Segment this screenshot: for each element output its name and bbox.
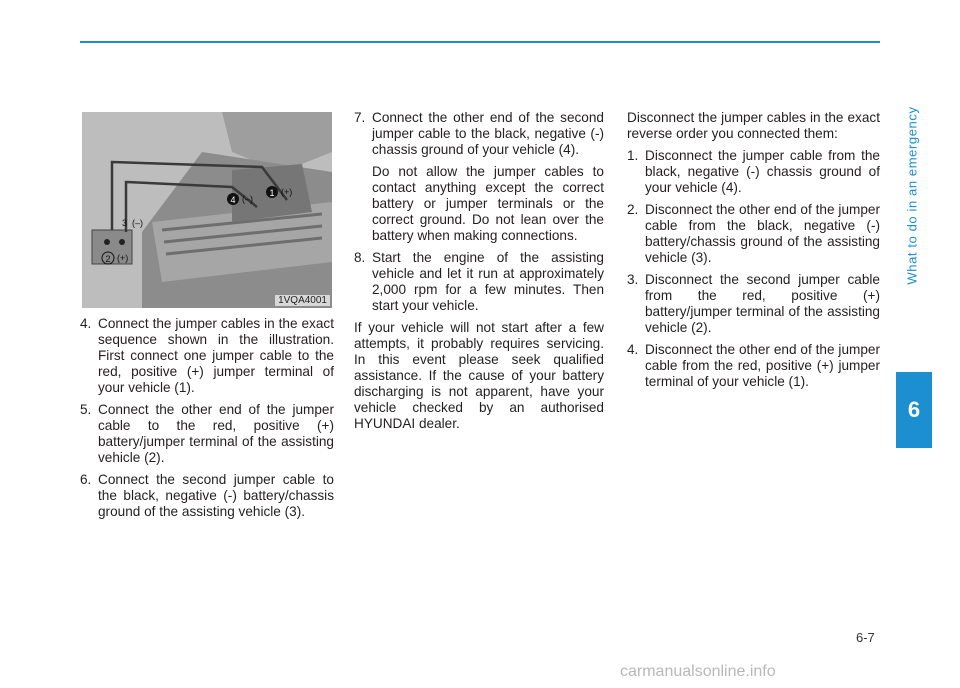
middle-column: [354, 110, 604, 438]
callout-4-sign: (–): [242, 194, 253, 204]
callout-2-sign: (+): [117, 253, 129, 263]
callout-3-num: 3: [122, 218, 128, 228]
step-5-number: 5.: [80, 402, 92, 417]
step-8-text: Start the engine of the assisting vehicle and let it run at approximately 2,000 rpm for a few minutes. Then start your vehicle.: [372, 250, 604, 313]
callout-1-sign: (+): [281, 187, 293, 197]
disconnect-step-1-number: 1.: [627, 148, 639, 163]
step-4: [80, 316, 334, 396]
chapter-tab: [896, 372, 932, 448]
step-4-text: Connect the jumper cables in the exact sequence shown in the illustration. First connect one jumper cable to the red, positive (+) jumper terminal of your vehicle (1).: [98, 316, 334, 395]
step-6-number: 6.: [80, 472, 92, 487]
page-number: 6-7: [856, 630, 875, 645]
disconnect-step-4-number: 4.: [627, 342, 639, 357]
callout-1: [266, 186, 292, 198]
callout-2-num: 2: [105, 254, 111, 264]
step-6-text: Connect the second jumper cable to the black, negative (-) battery/chassis ground of the assisting vehicle (3).: [98, 472, 334, 519]
right-column: [627, 110, 880, 396]
step-7: [354, 110, 604, 158]
disconnect-step-3: [627, 272, 880, 336]
disconnect-step-1: [627, 148, 880, 196]
chapter-number: 6: [907, 397, 921, 422]
jump-start-illustration: [82, 112, 332, 308]
left-column: [80, 316, 334, 526]
step-7-note: Do not allow the jumper cables to contact anything except the correct battery or jumper terminals or the correct ground. Do not lean over the battery when making connections.: [372, 164, 604, 243]
disconnect-step-2: [627, 202, 880, 266]
disconnect-step-4-text: Disconnect the other end of the jumper cable from the red, positive (+) jumper terminal of your vehicle (1).: [645, 342, 880, 389]
section-side-label: [888, 40, 936, 350]
callout-1-num: 1: [269, 188, 275, 198]
step-5-text: Connect the other end of the jumper cable to the red, positive (+) battery/jumper terminal of the assisting vehicle (2).: [98, 402, 334, 465]
step-7-number: 7.: [354, 110, 366, 125]
callout-2: [102, 252, 128, 264]
step-7-text: Connect the other end of the second jumper cable to the black, negative (-) chassis ground of your vehicle (4).: [372, 110, 604, 157]
callout-4: [227, 193, 253, 205]
service-paragraph: If your vehicle will not start after a few attempts, it probably requires servicing. In this event please seek qualified assistance. If the cause of your battery discharging is not apparent, have your vehicle checked by an authorised HYUNDAI dealer.: [354, 320, 604, 431]
step-8-number: 8.: [354, 250, 366, 265]
step-8: [354, 250, 604, 314]
figure-code: 1VQA4001: [275, 295, 330, 306]
step-6: [80, 472, 334, 520]
disconnect-step-4: [627, 342, 880, 390]
disconnect-step-3-number: 3.: [627, 272, 639, 287]
disconnect-step-3-text: Disconnect the second jumper cable from the red, positive (+) battery/jumper terminal of the assisting vehicle (2).: [645, 272, 880, 335]
disconnect-step-2-number: 2.: [627, 202, 639, 217]
step-4-number: 4.: [80, 316, 92, 331]
callout-3: [122, 218, 143, 228]
disconnect-step-1-text: Disconnect the jumper cable from the black, negative (-) chassis ground of your vehicle (4).: [645, 148, 880, 195]
section-title: What to do in an emergency: [904, 105, 920, 285]
watermark: carmanualsonline.info: [620, 663, 776, 680]
callout-4-num: 4: [230, 195, 236, 205]
header-rule: [80, 41, 880, 43]
disconnect-intro: Disconnect the jumper cables in the exact reverse order you connected them:: [627, 110, 880, 141]
disconnect-step-2-text: Disconnect the other end of the jumper cable from the black, negative (-) battery/chassis ground of the assisting vehicle (3).: [645, 202, 880, 265]
callout-3-sign: (–): [132, 218, 143, 228]
step-5: [80, 402, 334, 466]
